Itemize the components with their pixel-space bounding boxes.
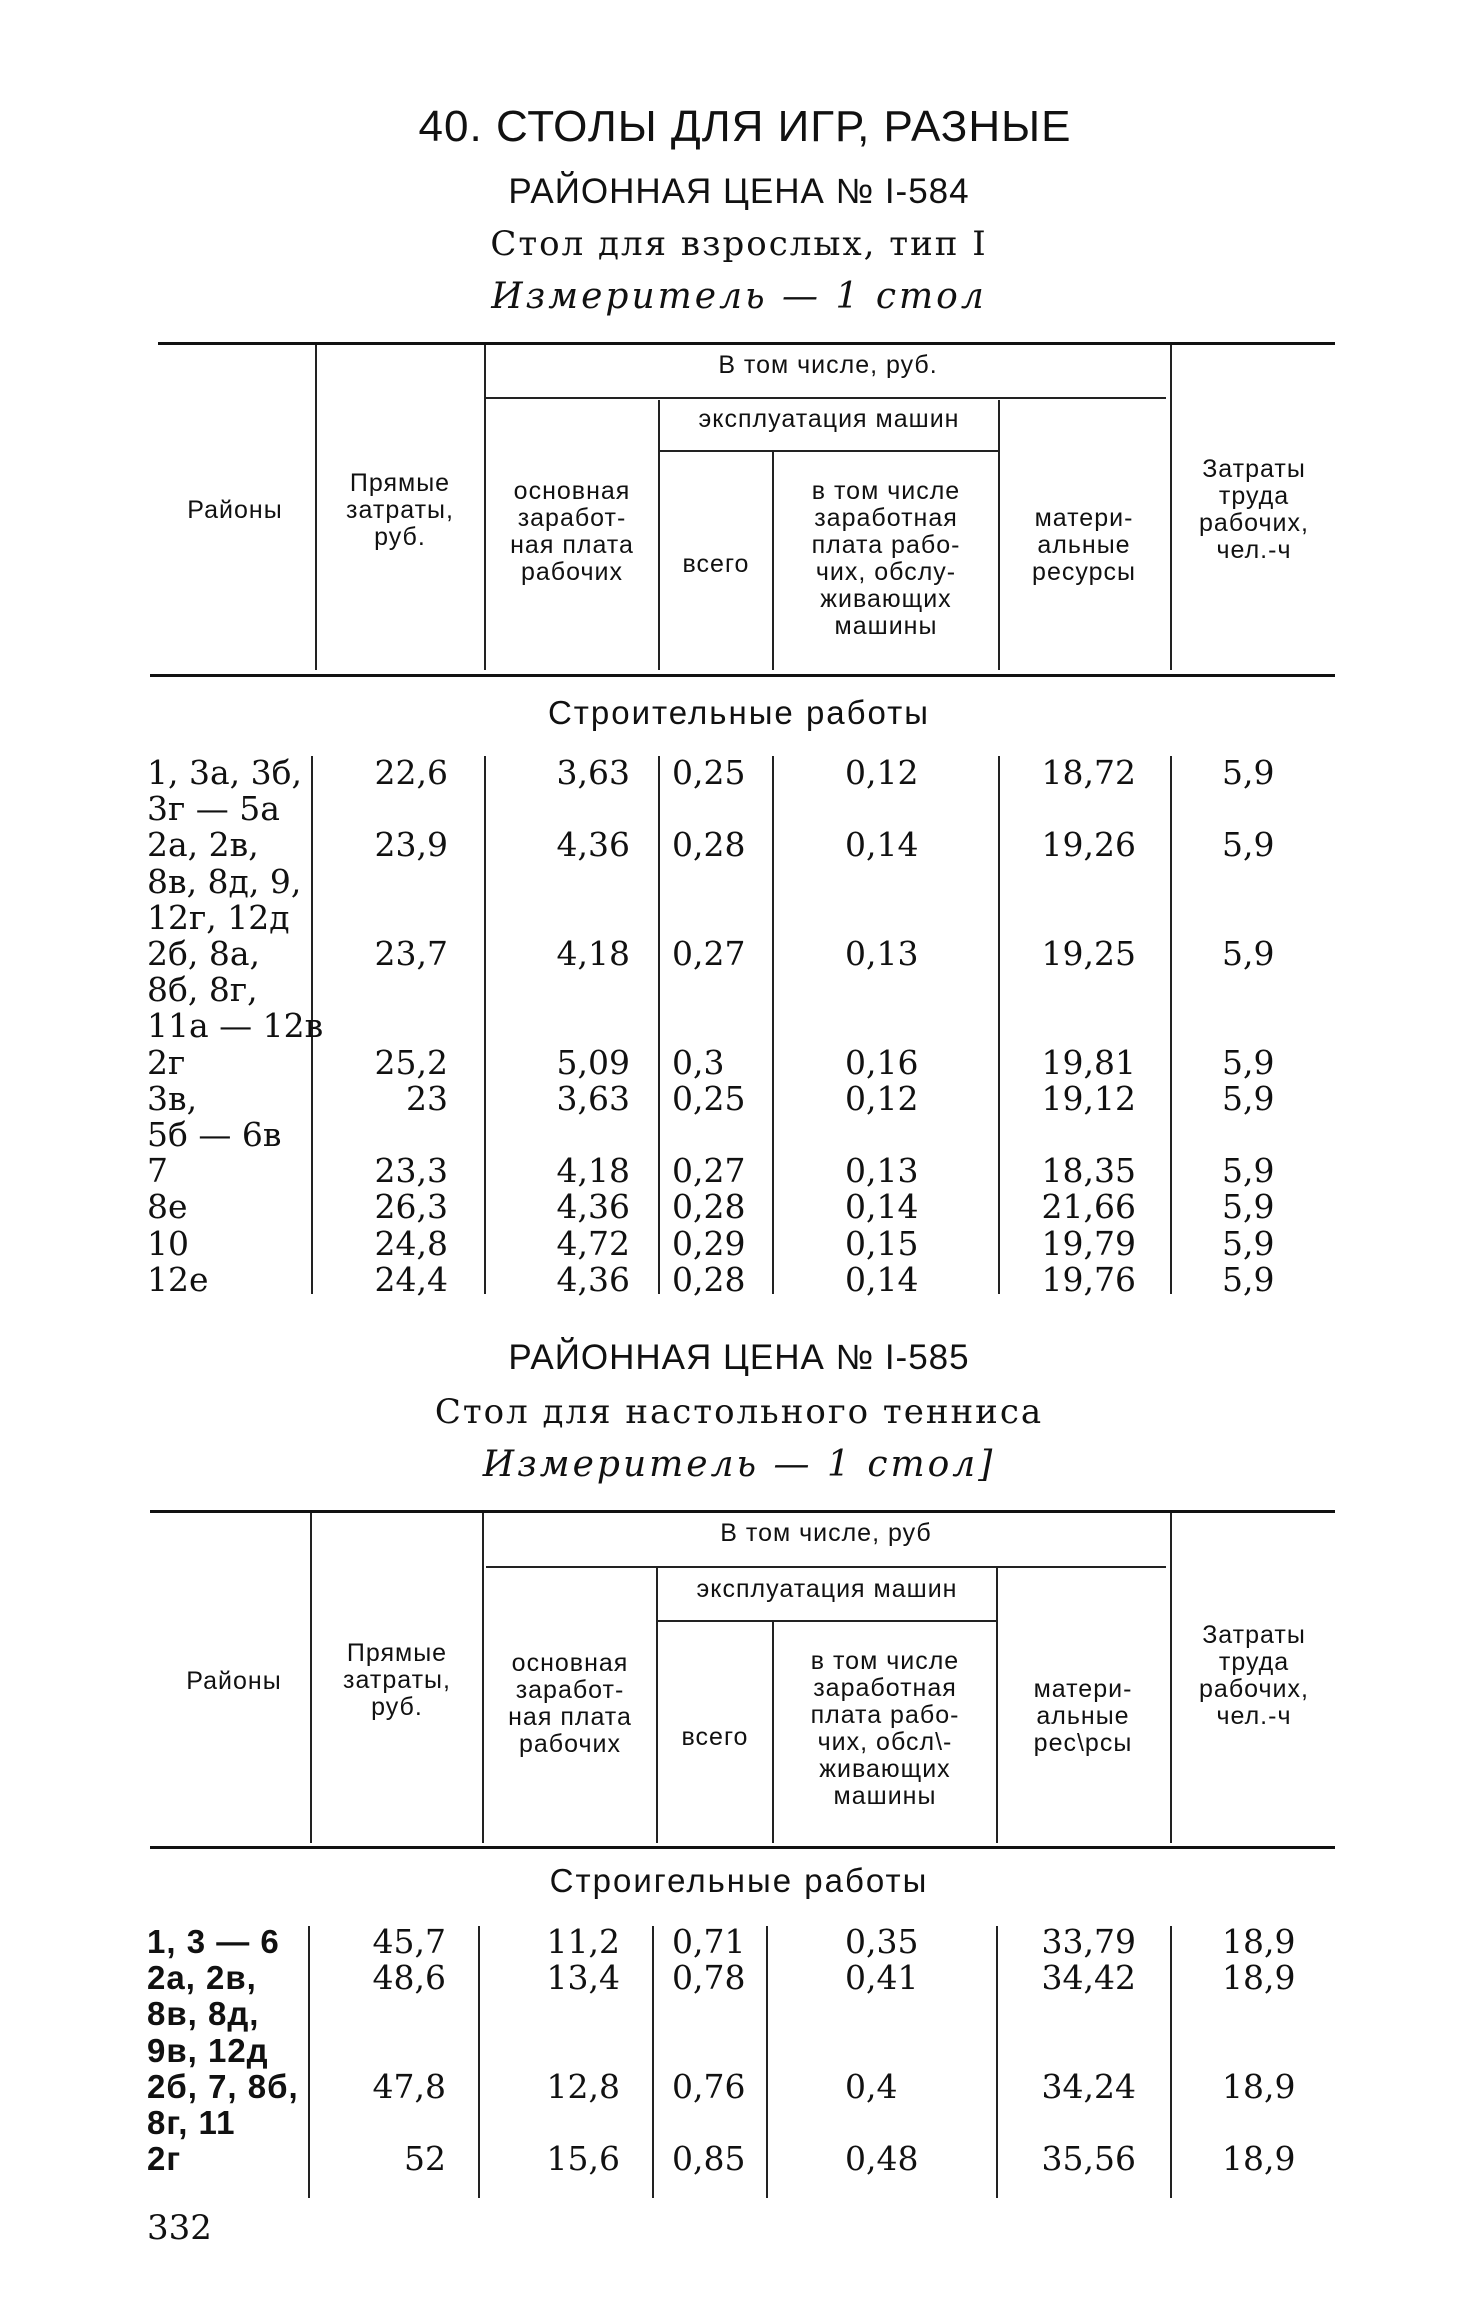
header-direct-costs: Прямые затраты, руб. — [346, 469, 454, 551]
machines-wage-cell: 0,35 — [845, 1922, 919, 1961]
header-bottom-rule — [150, 1846, 1335, 1849]
basic-wage-cell: 12,8 — [546, 2066, 620, 2106]
machines-rule — [658, 450, 998, 452]
machines-total-cell: 0,78 — [672, 1958, 746, 1998]
materials-cell: 19,76 — [1041, 1259, 1136, 1299]
machines-wage-cell: 0,16 — [845, 1042, 919, 1082]
direct-cost-cell: 23 — [406, 1078, 448, 1118]
direct-cost-cell: 52 — [404, 2139, 446, 2179]
header-regions: Районы — [186, 1667, 282, 1695]
basic-wage-cell: 13,4 — [546, 1958, 620, 1998]
price-title-2: РАЙОННАЯ ЦЕНА № I-585 — [508, 1338, 970, 1377]
materials-cell: 19,26 — [1041, 825, 1136, 865]
header-machines-wage: в том числе заработная плата рабо- чих, обсл\- живающих машины — [810, 1647, 960, 1810]
header-labor: Затраты труда рабочих, чел.-ч — [1199, 455, 1309, 564]
materials-cell: 34,42 — [1041, 1958, 1136, 1998]
labor-cell: 5,9 — [1222, 1042, 1275, 1082]
table-row — [0, 2066, 1478, 2106]
header-regions: Районы — [187, 496, 283, 524]
basic-wage-cell: 4,36 — [556, 1259, 630, 1299]
region-cell: 10 — [147, 1223, 189, 1263]
labor-cell: 18,9 — [1222, 2066, 1296, 2106]
materials-cell: 19,12 — [1041, 1078, 1136, 1118]
header-including: В том числе, руб — [720, 1519, 932, 1547]
labor-cell: 5,9 — [1222, 1151, 1275, 1191]
header-materials: матери- альные ресурсы — [1032, 504, 1136, 586]
including-rule — [486, 1566, 1166, 1568]
region-cell: 2б, 8а, — [147, 934, 261, 973]
header-machines-total: всего — [681, 1723, 749, 1751]
machines-wage-cell: 0,14 — [845, 825, 919, 865]
direct-cost-cell: 23,7 — [374, 934, 448, 973]
header-direct-costs: Прямые затраты, руб. — [343, 1639, 451, 1721]
table-row — [0, 1042, 1478, 1082]
region-cell: 8в, 8д, — [147, 1995, 260, 2033]
machines-wage-cell: 0,14 — [845, 1259, 919, 1299]
col-divider — [1170, 345, 1172, 670]
table-row — [0, 2033, 1478, 2069]
region-cell: 8б, 8г, — [147, 970, 258, 1010]
header-basic-wage: основная заработ- ная плата рабочих — [510, 477, 634, 586]
machines-total-cell: 0,85 — [672, 2139, 746, 2179]
machines-wage-cell: 0,13 — [845, 1151, 919, 1191]
table-row — [0, 791, 1478, 827]
labor-cell: 18,9 — [1222, 2139, 1296, 2179]
region-cell: 9в, 12д — [147, 2031, 269, 2069]
header-labor: Затраты труда рабочих, чел.-ч — [1199, 1621, 1309, 1730]
region-cell: 2г — [147, 1042, 186, 1082]
materials-cell: 18,35 — [1041, 1151, 1136, 1191]
table-row — [0, 2141, 1478, 2177]
machines-total-cell: 0,71 — [672, 1922, 746, 1961]
labor-cell: 5,9 — [1222, 825, 1275, 865]
table-top-rule — [158, 342, 1335, 345]
col-divider — [484, 345, 486, 670]
labor-cell: 5,9 — [1222, 753, 1275, 792]
section-label-2: Строигельные работы — [549, 1862, 929, 1899]
basic-wage-cell: 4,36 — [556, 1187, 630, 1227]
labor-cell: 5,9 — [1222, 934, 1275, 973]
unit-2: Измеритель — 1 стол] — [482, 1444, 996, 1485]
region-cell: 8в, 8д, 9, — [147, 861, 302, 901]
col-divider — [772, 452, 774, 670]
header-basic-wage: основная заработ- ная плата рабочих — [508, 1649, 632, 1758]
region-cell: 3г — 5а — [147, 789, 280, 829]
basic-wage-cell: 4,72 — [556, 1223, 630, 1263]
region-cell: 12г, 12д — [147, 897, 290, 937]
materials-cell: 19,79 — [1041, 1223, 1136, 1263]
direct-cost-cell: 25,2 — [374, 1042, 448, 1082]
region-cell: 1, 3 — 6 — [147, 1923, 280, 1960]
table-row — [0, 1153, 1478, 1189]
region-cell: 2а, 2в, — [147, 825, 259, 865]
region-cell: 8е — [147, 1187, 188, 1227]
direct-cost-cell: 22,6 — [374, 753, 448, 792]
col-divider — [310, 1513, 312, 1843]
materials-cell: 35,56 — [1041, 2139, 1136, 2179]
machines-total-cell: 0,28 — [672, 1187, 746, 1227]
machines-wage-cell: 0,4 — [845, 2066, 898, 2106]
basic-wage-cell: 3,63 — [556, 1078, 630, 1118]
materials-cell: 19,81 — [1041, 1042, 1136, 1082]
direct-cost-cell: 24,4 — [374, 1259, 448, 1299]
labor-cell: 5,9 — [1222, 1259, 1275, 1299]
table-row — [0, 1996, 1478, 2032]
item-name-2: Стол для настольного тенниса — [434, 1392, 1044, 1432]
header-bottom-rule — [150, 674, 1335, 677]
region-cell: 8г, 11 — [147, 2104, 236, 2141]
basic-wage-cell: 4,36 — [556, 825, 630, 865]
machines-wage-cell: 0,13 — [845, 934, 919, 973]
region-cell: 7 — [147, 1151, 168, 1191]
header-machines-wage: в том числе заработная плата рабо- чих, обслу- живающих машины — [811, 477, 961, 640]
machines-wage-cell: 0,12 — [845, 753, 919, 792]
machines-total-cell: 0,28 — [672, 825, 746, 865]
basic-wage-cell: 15,6 — [546, 2139, 620, 2179]
table-row — [0, 936, 1478, 972]
col-divider — [1170, 1513, 1172, 1843]
machines-wage-cell: 0,48 — [845, 2139, 919, 2179]
direct-cost-cell: 23,3 — [374, 1151, 448, 1191]
table-row — [0, 1924, 1478, 1960]
materials-cell: 18,72 — [1041, 753, 1136, 792]
header-machines: эксплуатация машин — [696, 1575, 958, 1603]
region-cell: 5б — 6в — [147, 1115, 282, 1154]
page-title: 40. СТОЛЫ ДЛЯ ИГР, РАЗНЫЕ — [418, 102, 1072, 151]
region-cell: 2а, 2в, — [147, 1959, 257, 1997]
machines-total-cell: 0,27 — [672, 934, 746, 973]
direct-cost-cell: 23,9 — [374, 825, 448, 865]
header-machines-total: всего — [682, 550, 750, 578]
machines-rule — [656, 1620, 996, 1622]
materials-cell: 19,25 — [1041, 934, 1136, 973]
machines-wage-cell: 0,15 — [845, 1223, 919, 1263]
header-machines: эксплуатация машин — [698, 405, 960, 433]
machines-total-cell: 0,3 — [672, 1042, 725, 1082]
labor-cell: 18,9 — [1222, 1922, 1296, 1961]
col-divider — [656, 1568, 658, 1843]
col-divider — [315, 345, 317, 670]
table-row — [0, 1117, 1478, 1153]
item-name-1: Стол для взрослых, тип I — [490, 224, 988, 264]
table-row — [0, 897, 1478, 937]
table-row — [0, 1259, 1478, 1299]
table-row — [0, 861, 1478, 901]
table-row — [0, 1008, 1478, 1044]
table-row — [0, 755, 1478, 791]
machines-wage-cell: 0,14 — [845, 1187, 919, 1227]
materials-cell: 34,24 — [1041, 2066, 1136, 2106]
region-cell: 3в, — [147, 1078, 198, 1118]
region-cell: 2г — [147, 2140, 182, 2178]
machines-total-cell: 0,25 — [672, 753, 746, 792]
basic-wage-cell: 5,09 — [556, 1042, 630, 1082]
direct-cost-cell: 48,6 — [372, 1958, 446, 1998]
table-row — [0, 1223, 1478, 1263]
basic-wage-cell: 4,18 — [556, 1151, 630, 1191]
materials-cell: 33,79 — [1041, 1922, 1136, 1961]
region-cell: 1, 3а, 3б, — [147, 753, 302, 792]
machines-wage-cell: 0,41 — [845, 1958, 919, 1998]
machines-total-cell: 0,27 — [672, 1151, 746, 1191]
col-divider — [482, 1513, 484, 1843]
table-row — [0, 827, 1478, 863]
basic-wage-cell: 11,2 — [546, 1922, 620, 1961]
machines-total-cell: 0,28 — [672, 1259, 746, 1299]
direct-cost-cell: 26,3 — [374, 1187, 448, 1227]
price-title-1: РАЙОННАЯ ЦЕНА № I-584 — [508, 172, 970, 211]
labor-cell: 5,9 — [1222, 1187, 1275, 1227]
section-label-1: Строительные работы — [547, 694, 931, 731]
materials-cell: 21,66 — [1041, 1187, 1136, 1227]
region-cell: 2б, 7, 8б, — [147, 2067, 299, 2105]
table-row — [0, 972, 1478, 1008]
direct-cost-cell: 45,7 — [372, 1922, 446, 1961]
col-divider — [772, 1622, 774, 1843]
page-number: 332 — [147, 2208, 212, 2248]
including-rule — [486, 397, 1166, 399]
machines-total-cell: 0,76 — [672, 2066, 746, 2106]
table-row — [0, 1960, 1478, 1996]
direct-cost-cell: 47,8 — [372, 2066, 446, 2106]
labor-cell: 5,9 — [1222, 1078, 1275, 1118]
header-including: В том числе, руб. — [718, 351, 938, 379]
table-row — [0, 2105, 1478, 2141]
table-row — [0, 1189, 1478, 1225]
region-cell: 12е — [147, 1259, 209, 1299]
unit-1: Измеритель — 1 стол — [491, 276, 987, 317]
table-row — [0, 1078, 1478, 1118]
region-cell: 11а — 12в — [147, 1006, 324, 1046]
direct-cost-cell: 24,8 — [374, 1223, 448, 1263]
basic-wage-cell: 4,18 — [556, 934, 630, 973]
table-top-rule — [150, 1510, 1335, 1513]
labor-cell: 5,9 — [1222, 1223, 1275, 1263]
machines-total-cell: 0,29 — [672, 1223, 746, 1263]
machines-total-cell: 0,25 — [672, 1078, 746, 1118]
basic-wage-cell: 3,63 — [556, 753, 630, 792]
labor-cell: 18,9 — [1222, 1958, 1296, 1998]
machines-wage-cell: 0,12 — [845, 1078, 919, 1118]
header-materials: матери- альные рес\рсы — [1033, 1675, 1133, 1757]
col-divider — [658, 400, 660, 670]
